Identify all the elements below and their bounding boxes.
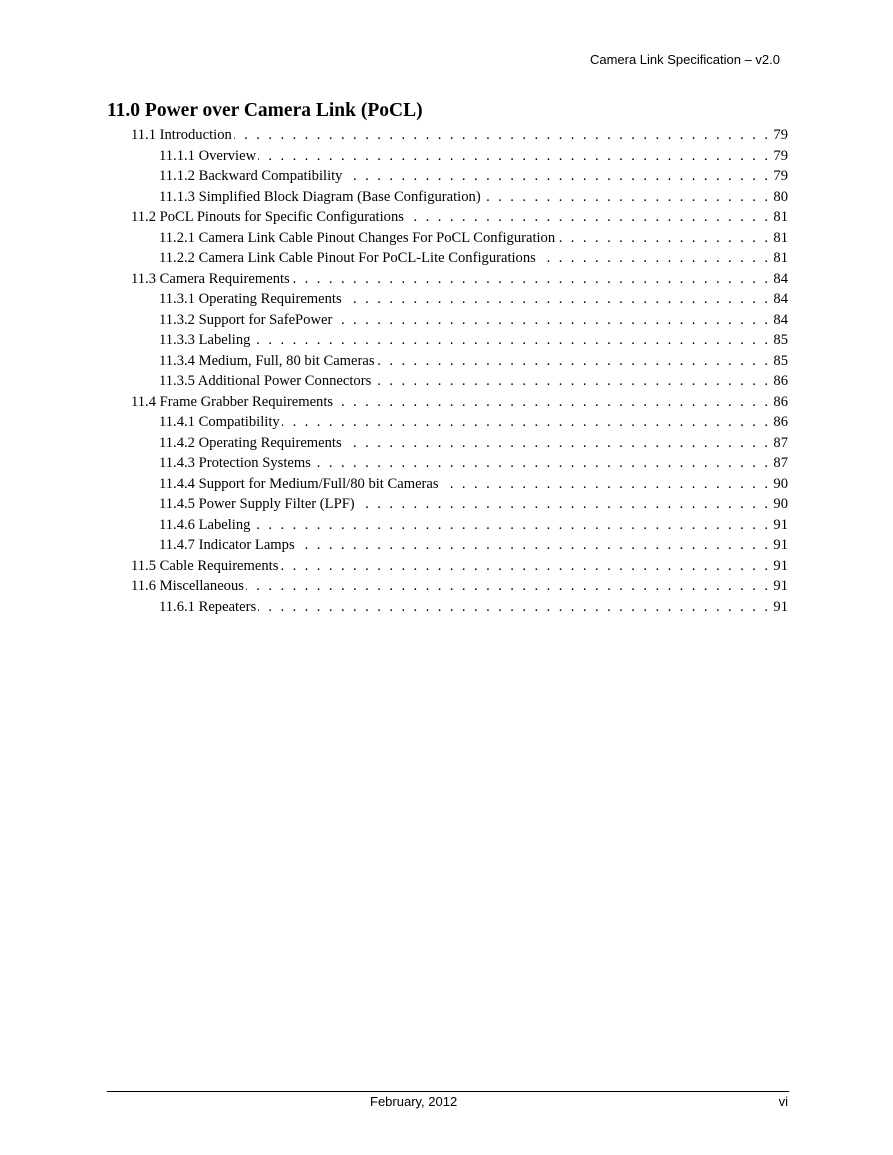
toc-page-number: 91 <box>773 537 788 553</box>
toc-entry-label: 11.2 PoCL Pinouts for Specific Configurations <box>131 209 404 225</box>
toc-page-number: 84 <box>773 291 788 307</box>
dot-leader <box>335 392 770 413</box>
toc-entry-11-3-1[interactable] <box>131 289 788 310</box>
toc-entry-label: 11.6 Miscellaneous <box>131 578 244 594</box>
dot-leader <box>292 269 771 290</box>
toc-page-number: 86 <box>773 373 788 389</box>
toc-entry-11-4-2[interactable] <box>131 433 788 454</box>
toc-entry-label: 11.4.5 Power Supply Filter (LPF) <box>159 496 355 512</box>
toc-page-number: 91 <box>773 578 788 594</box>
toc-entry-label: 11.4.1 Compatibility <box>159 414 280 430</box>
toc-page-number: 79 <box>773 147 788 164</box>
toc-entry-11-4-4[interactable] <box>131 474 788 495</box>
toc-entry-label: 11.3 Camera Requirements <box>131 270 290 287</box>
toc-entry-label: 11.4.3 Protection Systems <box>159 455 311 471</box>
toc-entry-label: 11.4.4 Support for Medium/Full/80 bit Cameras <box>159 475 439 492</box>
toc-entry-11-4-7[interactable] <box>131 535 788 556</box>
dot-leader <box>344 166 770 187</box>
toc-page-number: 79 <box>773 127 788 143</box>
toc-entry-11-4[interactable] <box>131 392 788 413</box>
dot-leader <box>334 310 770 331</box>
toc-page-number: 86 <box>773 393 788 410</box>
toc-page-number: 90 <box>773 496 788 512</box>
toc-entry-label: 11.2.1 Camera Link Cable Pinout Changes For PoCL Configuration <box>159 229 556 246</box>
toc-page-number: 90 <box>773 475 788 492</box>
toc-entry-label: 11.1.3 Simplified Block Diagram (Base Configuration) <box>159 188 481 205</box>
toc-entry-label: 11.4.7 Indicator Lamps <box>159 537 295 553</box>
toc-entry-label: 11.1.2 Backward Compatibility <box>159 168 343 184</box>
dot-leader <box>357 494 771 515</box>
toc-entry-label: 11.5 Cable Requirements <box>131 557 279 574</box>
toc-entry-label: 11.6.1 Repeaters <box>159 598 257 615</box>
toc-entry-label: 11.3.5 Additional Power Connectors <box>159 373 372 389</box>
toc-page-number: 91 <box>773 516 788 533</box>
toc-entry-11-1-1[interactable] <box>131 146 788 167</box>
toc-page-number: 80 <box>773 188 788 205</box>
toc-page-number: 91 <box>773 598 788 615</box>
toc-entry-11-4-3[interactable] <box>131 453 788 474</box>
dot-leader <box>377 351 771 372</box>
toc-entry-11-3-4[interactable] <box>131 351 788 372</box>
footer-divider <box>107 1091 789 1092</box>
toc-entry-11-1[interactable] <box>131 125 788 146</box>
toc-page-number: 79 <box>773 168 788 184</box>
dot-leader <box>483 187 771 208</box>
dot-leader <box>406 207 770 228</box>
dot-leader <box>282 412 771 433</box>
dot-leader <box>280 556 770 577</box>
dot-leader <box>252 515 770 536</box>
toc-entry-label: 11.4.6 Labeling <box>159 516 251 533</box>
toc-page-number: 85 <box>773 332 788 348</box>
toc-entry-label: 11.1 Introduction <box>131 127 232 143</box>
dot-leader <box>258 597 770 618</box>
toc-page-number: 81 <box>773 229 788 246</box>
toc-entry-11-4-5[interactable] <box>131 494 788 515</box>
dot-leader <box>344 289 771 310</box>
toc-entry-11-6[interactable] <box>131 576 788 597</box>
toc-section-title: 11.0 Power over Camera Link (PoCL) <box>107 100 423 121</box>
footer-date: February, 2012 <box>370 1094 458 1109</box>
toc-entry-label: 11.3.1 Operating Requirements <box>159 291 342 307</box>
dot-leader <box>258 146 770 167</box>
dot-leader <box>373 371 770 392</box>
toc-entry-11-1-3[interactable] <box>131 187 788 208</box>
dot-leader <box>313 453 771 474</box>
dot-leader <box>246 576 770 597</box>
toc-entry-11-5[interactable] <box>131 556 788 577</box>
toc-entry-label: 11.3.4 Medium, Full, 80 bit Cameras <box>159 352 375 369</box>
table-of-contents <box>131 125 788 617</box>
toc-entry-label: 11.3.3 Labeling <box>159 332 251 348</box>
toc-entry-label: 11.2.2 Camera Link Cable Pinout For PoCL-Lite Configurations <box>159 250 536 266</box>
toc-page-number: 84 <box>773 270 788 287</box>
toc-entry-11-2-2[interactable] <box>131 248 788 269</box>
dot-leader <box>344 433 771 454</box>
toc-entry-label: 11.4 Frame Grabber Requirements <box>131 393 334 410</box>
toc-entry-11-4-6[interactable] <box>131 515 788 536</box>
toc-page-number: 84 <box>773 311 788 328</box>
toc-entry-label: 11.1.1 Overview <box>159 147 257 164</box>
toc-entry-11-4-1[interactable] <box>131 412 788 433</box>
toc-page-number: 87 <box>773 455 788 471</box>
toc-entry-11-6-1[interactable] <box>131 597 788 618</box>
toc-entry-11-3[interactable] <box>131 269 788 290</box>
toc-page-number: 86 <box>773 414 788 430</box>
dot-leader <box>441 474 771 495</box>
toc-entry-11-1-2[interactable] <box>131 166 788 187</box>
toc-entry-11-3-2[interactable] <box>131 310 788 331</box>
dot-leader <box>234 125 771 146</box>
dot-leader <box>297 535 771 556</box>
toc-entry-11-3-5[interactable] <box>131 371 788 392</box>
toc-page-number: 81 <box>773 250 788 266</box>
footer-page-number: vi <box>778 1094 788 1109</box>
toc-page-number: 81 <box>773 209 788 225</box>
dot-leader <box>538 248 771 269</box>
toc-entry-label: 11.3.2 Support for SafePower <box>159 311 333 328</box>
toc-page-number: 91 <box>773 557 788 574</box>
toc-page-number: 87 <box>773 434 788 451</box>
toc-entry-11-2[interactable] <box>131 207 788 228</box>
toc-entry-11-2-1[interactable] <box>131 228 788 249</box>
toc-entry-11-3-3[interactable] <box>131 330 788 351</box>
dot-leader <box>252 330 770 351</box>
dot-leader <box>557 228 770 249</box>
running-header: Camera Link Specification – v2.0 <box>589 52 780 67</box>
toc-page-number: 85 <box>773 352 788 369</box>
toc-entry-label: 11.4.2 Operating Requirements <box>159 434 342 451</box>
